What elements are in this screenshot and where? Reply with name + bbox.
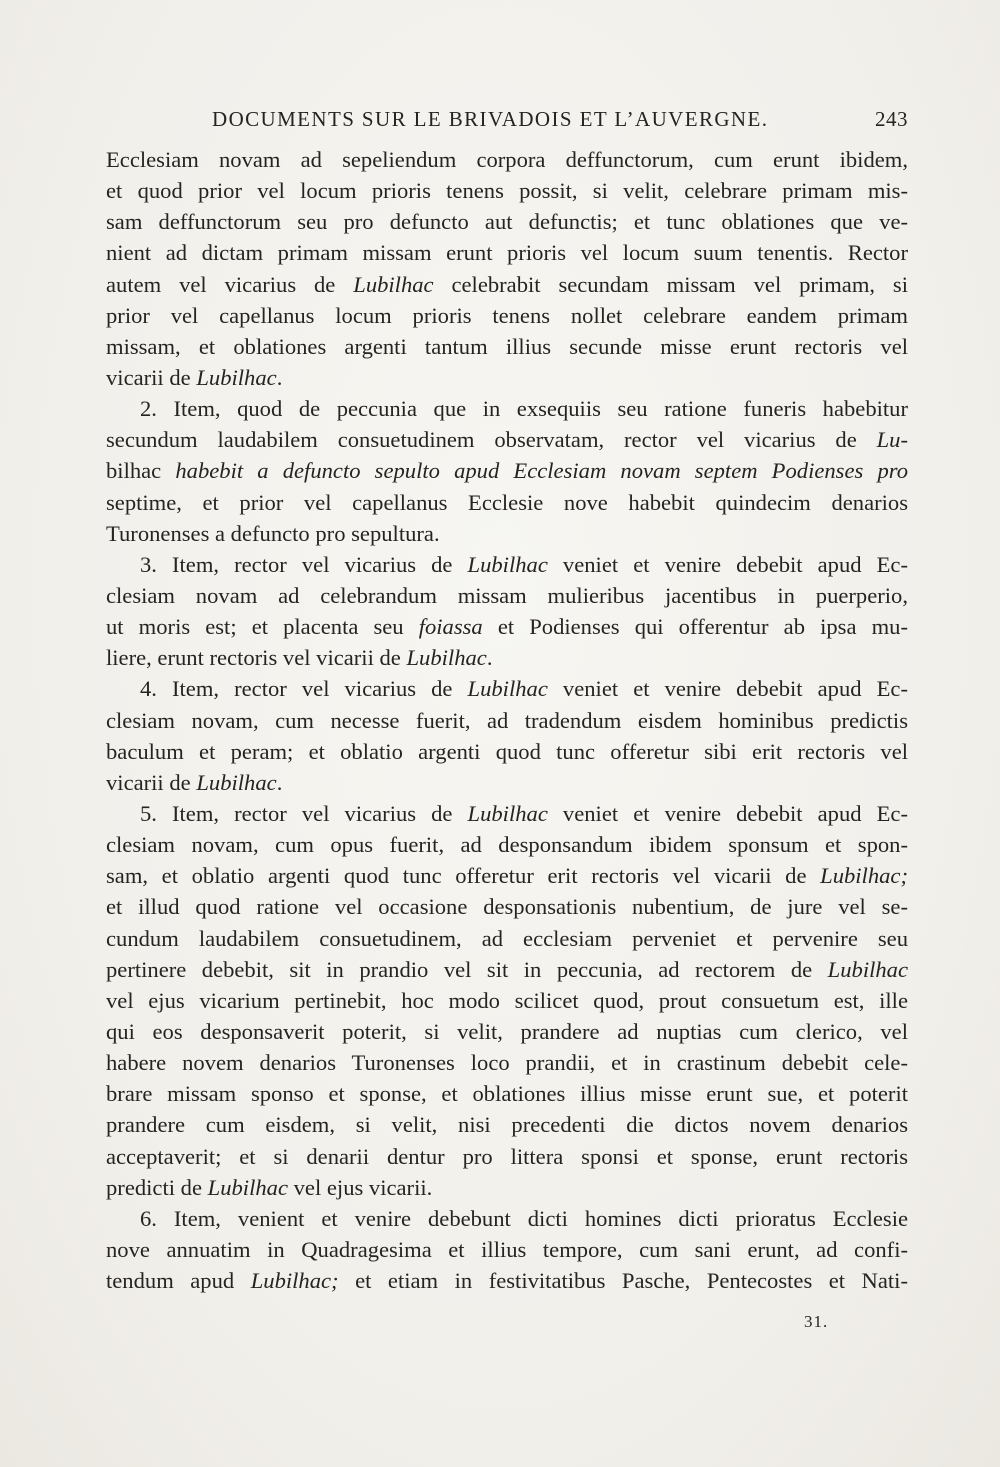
text-line [106, 705, 908, 736]
text-segment: vel ejus vicarium pertinebit, hoc modo scilicet quod, prout consuetum est, ille [106, 987, 908, 1013]
text-segment: veniet et venire debebit apud Ec- [547, 676, 908, 702]
text-segment: missam, et oblationes argenti tantum illius secunde misse erunt rectoris vel [106, 333, 908, 359]
text-line [106, 1265, 908, 1296]
italic-place-name: Lubilhac [196, 769, 277, 795]
running-head [106, 104, 908, 134]
text-segment: 3. Item, rector vel vicarius de [140, 551, 468, 577]
text-line [106, 487, 908, 518]
italic-place-name: Lubilhac; [250, 1268, 339, 1294]
italic-place-name: Lubilhac; [820, 863, 908, 889]
text-segment: baculum et peram; et oblatio argenti quod tunc offeretur sibi erit rectoris vel [106, 738, 908, 764]
text-segment: et Podienses qui offerentur ab ipsa mu- [482, 614, 908, 640]
italic-place-name: Lubilhac [467, 800, 548, 826]
text-segment: tendum apud [106, 1268, 251, 1294]
text-line [106, 300, 908, 331]
text-line [106, 767, 908, 798]
text-line [106, 393, 908, 424]
text-line [106, 1109, 908, 1140]
text-line [106, 1203, 908, 1234]
italic-place-name: foiassa [418, 614, 483, 640]
text-segment: clesiam novam, cum opus fuerit, ad desponsandum ibidem sponsum et spon- [106, 832, 908, 858]
italic-place-name: Lubilhac [353, 271, 434, 297]
text-segment: nove annuatim in Quadragesima et illius tempore, cum sani erunt, ad confi- [106, 1236, 908, 1262]
text-line [106, 954, 908, 985]
text-line [106, 144, 908, 175]
text-segment: . [276, 769, 283, 795]
text-line [106, 673, 908, 704]
text-line [106, 1078, 908, 1109]
text-line [106, 1234, 908, 1265]
text-segment: et quod prior vel locum prioris tenens possit, si velit, celebrare primam mis- [106, 178, 908, 204]
text-segment: 2. Item, quod de peccunia que in exsequiis seu ratione funeris habebitur [140, 396, 908, 422]
text-segment: prandere cum eisdem, si velit, nisi precedenti die dictos novem denarios [106, 1112, 908, 1138]
text-line [106, 1016, 908, 1047]
text-segment: veniet et venire debebit apud Ec- [547, 551, 908, 577]
text-segment: vel ejus vicarii. [287, 1174, 433, 1200]
text-segment: celebrabit secundam missam vel primam, si [433, 271, 909, 297]
text-segment: acceptaverit; et si denarii dentur pro littera sponsi et sponse, erunt rectoris [106, 1143, 908, 1169]
text-line [106, 1141, 908, 1172]
text-line [106, 455, 908, 486]
running-title: DOCUMENTS SUR LE BRIVADOIS ET L’AUVERGNE. [212, 107, 769, 131]
text-segment: . [276, 364, 283, 390]
body-text [106, 144, 908, 1296]
text-line [106, 424, 908, 455]
text-segment: predicti de [106, 1174, 208, 1200]
text-segment: Ecclesiam novam ad sepeliendum corpora deffunctorum, cum erunt ibidem, [106, 147, 908, 172]
text-segment: qui eos desponsaverit poterit, si velit, prandere ad nuptias cum clerico, vel [106, 1018, 908, 1044]
text-segment: et etiam in festivitatibus Pasche, Pentecostes et Nati- [338, 1268, 908, 1294]
text-segment: ut moris est; et placenta seu [106, 614, 419, 640]
text-segment: cundum laudabilem consuetudinem, ad ecclesiam perveniet et pervenire seu [106, 925, 908, 951]
italic-place-name: Lubilhac [207, 1174, 288, 1200]
text-line [106, 1047, 908, 1078]
text-line [106, 362, 908, 393]
text-segment: clesiam novam, cum necesse fuerit, ad tradendum eisdem hominibus predictis [106, 707, 908, 733]
text-line [106, 798, 908, 829]
text-line [106, 642, 908, 673]
text-segment: clesiam novam ad celebrandum missam mulieribus jacentibus in puerperio, [106, 582, 908, 608]
italic-place-name: Lubilhac [467, 551, 548, 577]
text-line [106, 611, 908, 642]
text-segment: bilhac [106, 458, 162, 484]
text-line [106, 860, 908, 891]
text-line [106, 175, 908, 206]
text-line [106, 736, 908, 767]
text-segment: . [486, 645, 493, 671]
text-line [106, 891, 908, 922]
text-line [106, 580, 908, 611]
italic-place-name: Lubilhac [827, 956, 908, 982]
text-line [106, 549, 908, 580]
italic-place-name: habebit a defuncto sepulto apud Ecclesiam novam septem Podienses pro [161, 458, 908, 484]
text-line [106, 1172, 908, 1203]
text-segment: 4. Item, rector vel vicarius de [140, 676, 468, 702]
text-line [106, 518, 908, 549]
text-segment: autem vel vicarius de [106, 271, 354, 297]
page-number: 243 [875, 107, 908, 131]
italic-place-name: Lubilhac [196, 364, 277, 390]
text-segment: prior vel capellanus locum prioris tenens nollet celebrare eandem primam [106, 302, 908, 328]
text-segment: veniet et venire debebit apud Ec- [547, 800, 908, 826]
text-segment: Turonenses a defuncto pro sepultura. [106, 520, 440, 546]
text-segment: vicarii de [106, 364, 197, 390]
text-line [106, 331, 908, 362]
signature-mark: 31. [804, 1312, 829, 1331]
italic-place-name: Lubilhac [406, 645, 487, 671]
text-segment: brare missam sponso et sponse, et oblationes illius misse erunt sue, et poterit [106, 1081, 908, 1107]
text-segment: pertinere debebit, sit in prandio vel sit in peccunia, ad rectorem de [106, 956, 828, 982]
text-segment: nient ad dictam primam missam erunt prioris vel locum suum tenentis. Rector [106, 240, 908, 266]
text-line [106, 985, 908, 1016]
text-segment: secundum laudabilem consuetudinem observatam, rector vel vicarius de [106, 427, 877, 453]
text-segment: et illud quod ratione vel occasione desponsationis nubentium, de jure vel se- [106, 894, 908, 920]
text-line [106, 237, 908, 268]
text-line [106, 829, 908, 860]
text-line [106, 206, 908, 237]
text-segment: 6. Item, venient et venire debebunt dicti homines dicti prioratus Ecclesie [140, 1205, 908, 1231]
text-segment: liere, erunt rectoris vel vicarii de [106, 645, 407, 671]
text-segment: habere novem denarios Turonenses loco prandii, et in crastinum debebit cele- [106, 1050, 908, 1076]
text-segment: vicarii de [106, 769, 197, 795]
italic-place-name: Lu- [876, 427, 908, 453]
text-segment: septime, et prior vel capellanus Ecclesie nove habebit quindecim denarios [106, 489, 908, 515]
italic-place-name: Lubilhac [467, 676, 548, 702]
text-segment: sam deffunctorum seu pro defuncto aut defunctis; et tunc oblationes que ve- [106, 209, 908, 235]
text-segment: 5. Item, rector vel vicarius de [140, 800, 468, 826]
text-line [106, 269, 908, 300]
text-line [106, 923, 908, 954]
text-segment: sam, et oblatio argenti quod tunc offeretur erit rectoris vel vicarii de [106, 863, 821, 889]
